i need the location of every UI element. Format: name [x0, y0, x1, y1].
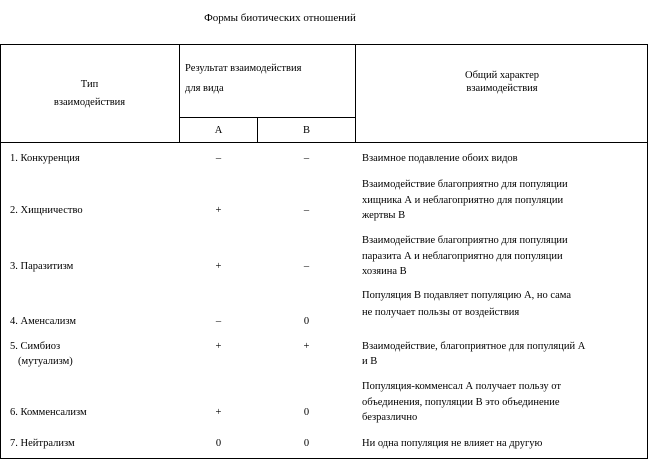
row-1-type-line1: 1. Конкуренция — [10, 153, 80, 164]
row-6-type — [10, 406, 175, 419]
header-type-line2: взаимодействия — [53, 97, 126, 108]
table-border-top — [0, 44, 648, 45]
row-4-desc — [362, 289, 644, 319]
row-2-desc-line3: жертвы В — [362, 210, 406, 221]
row-5-desc-line1: Взаимодействие, благоприятное для популяций А — [362, 341, 586, 352]
row-5-type-line2: (мутуализм) — [18, 356, 73, 367]
row-6-desc-line3: безразлично — [362, 412, 418, 423]
row-4-desc-line1: Популяция В подавляет популяцию А, но сама — [362, 290, 572, 301]
header-col-b: В — [302, 125, 310, 136]
ab-subheader-rule — [179, 117, 355, 118]
header-bottom-rule — [0, 142, 648, 143]
row-1-desc-line1: Взаимное подавление обоих видов — [362, 153, 518, 164]
row-4-type-line1: 4. Аменсализм — [10, 316, 77, 327]
row-3-b: – — [303, 261, 310, 272]
header-general-line1: Общий характер — [464, 70, 540, 81]
row-2-desc — [362, 178, 644, 222]
row-1-a: – — [215, 153, 222, 164]
row-2-type — [10, 204, 175, 217]
row-6-b: 0 — [303, 407, 310, 418]
row-3-desc-line1: Взаимодействие благоприятно для популяции — [362, 235, 568, 246]
biotic-relations-table — [0, 44, 648, 459]
row-1-type — [10, 152, 175, 165]
page-title: Формы биотических отношений — [204, 12, 356, 24]
row-5-type — [10, 340, 175, 368]
row-2-b: – — [303, 205, 310, 216]
header-general-line2: взаимодействия — [466, 83, 538, 94]
header-result — [185, 62, 355, 95]
row-7-desc-line1: Ни одна популяция не влияет на другую — [362, 438, 543, 449]
row-4-a: – — [215, 316, 222, 327]
row-7-b: 0 — [303, 438, 310, 449]
row-4-desc-line2: не получает пользы от воздействия — [362, 307, 520, 318]
row-2-desc-line2: хищника А и неблагоприятно для популяции — [362, 195, 564, 206]
row-3-desc-line3: хозяина В — [362, 266, 407, 277]
row-3-desc — [362, 234, 644, 278]
row-5-type-line1: 5. Симбиоз — [10, 341, 61, 352]
row-5-desc-line2: и В — [362, 356, 378, 367]
header-general — [356, 69, 648, 95]
row-4-type — [10, 315, 175, 328]
row-3-desc-line2: паразита А и неблагоприятно для популяции — [362, 251, 563, 262]
row-5-desc — [362, 340, 644, 368]
row-7-type-line1: 7. Нейтрализм — [10, 438, 75, 449]
row-3-a: + — [215, 261, 222, 272]
row-7-type — [10, 437, 175, 450]
row-2-a: + — [215, 205, 222, 216]
header-col-a: А — [214, 125, 223, 136]
row-3-type — [10, 260, 175, 273]
row-1-desc — [362, 152, 644, 165]
row-2-type-line1: 2. Хищничество — [10, 205, 83, 216]
row-6-type-line1: 6. Комменсализм — [10, 407, 87, 418]
row-5-a: + — [215, 341, 222, 352]
row-7-desc — [362, 437, 644, 450]
row-2-desc-line1: Взаимодействие благоприятно для популяции — [362, 179, 568, 190]
table-border-bottom — [0, 458, 648, 459]
header-type — [0, 78, 179, 109]
row-6-a: + — [215, 407, 222, 418]
row-6-desc-line2: объединения, популяции В это объединение — [362, 397, 560, 408]
row-5-b: + — [303, 341, 310, 352]
row-6-desc-line1: Популяция-комменсал А получает пользу от — [362, 381, 561, 392]
row-7-a: 0 — [215, 438, 222, 449]
row-6-desc — [362, 380, 644, 424]
header-result-line2: для вида — [185, 83, 224, 94]
header-result-line1: Результат взаимодействия — [185, 63, 302, 74]
header-type-line1: Тип — [80, 79, 99, 90]
row-3-type-line1: 3. Паразитизм — [10, 261, 74, 272]
row-1-b: – — [303, 153, 310, 164]
row-4-b: 0 — [303, 316, 310, 327]
